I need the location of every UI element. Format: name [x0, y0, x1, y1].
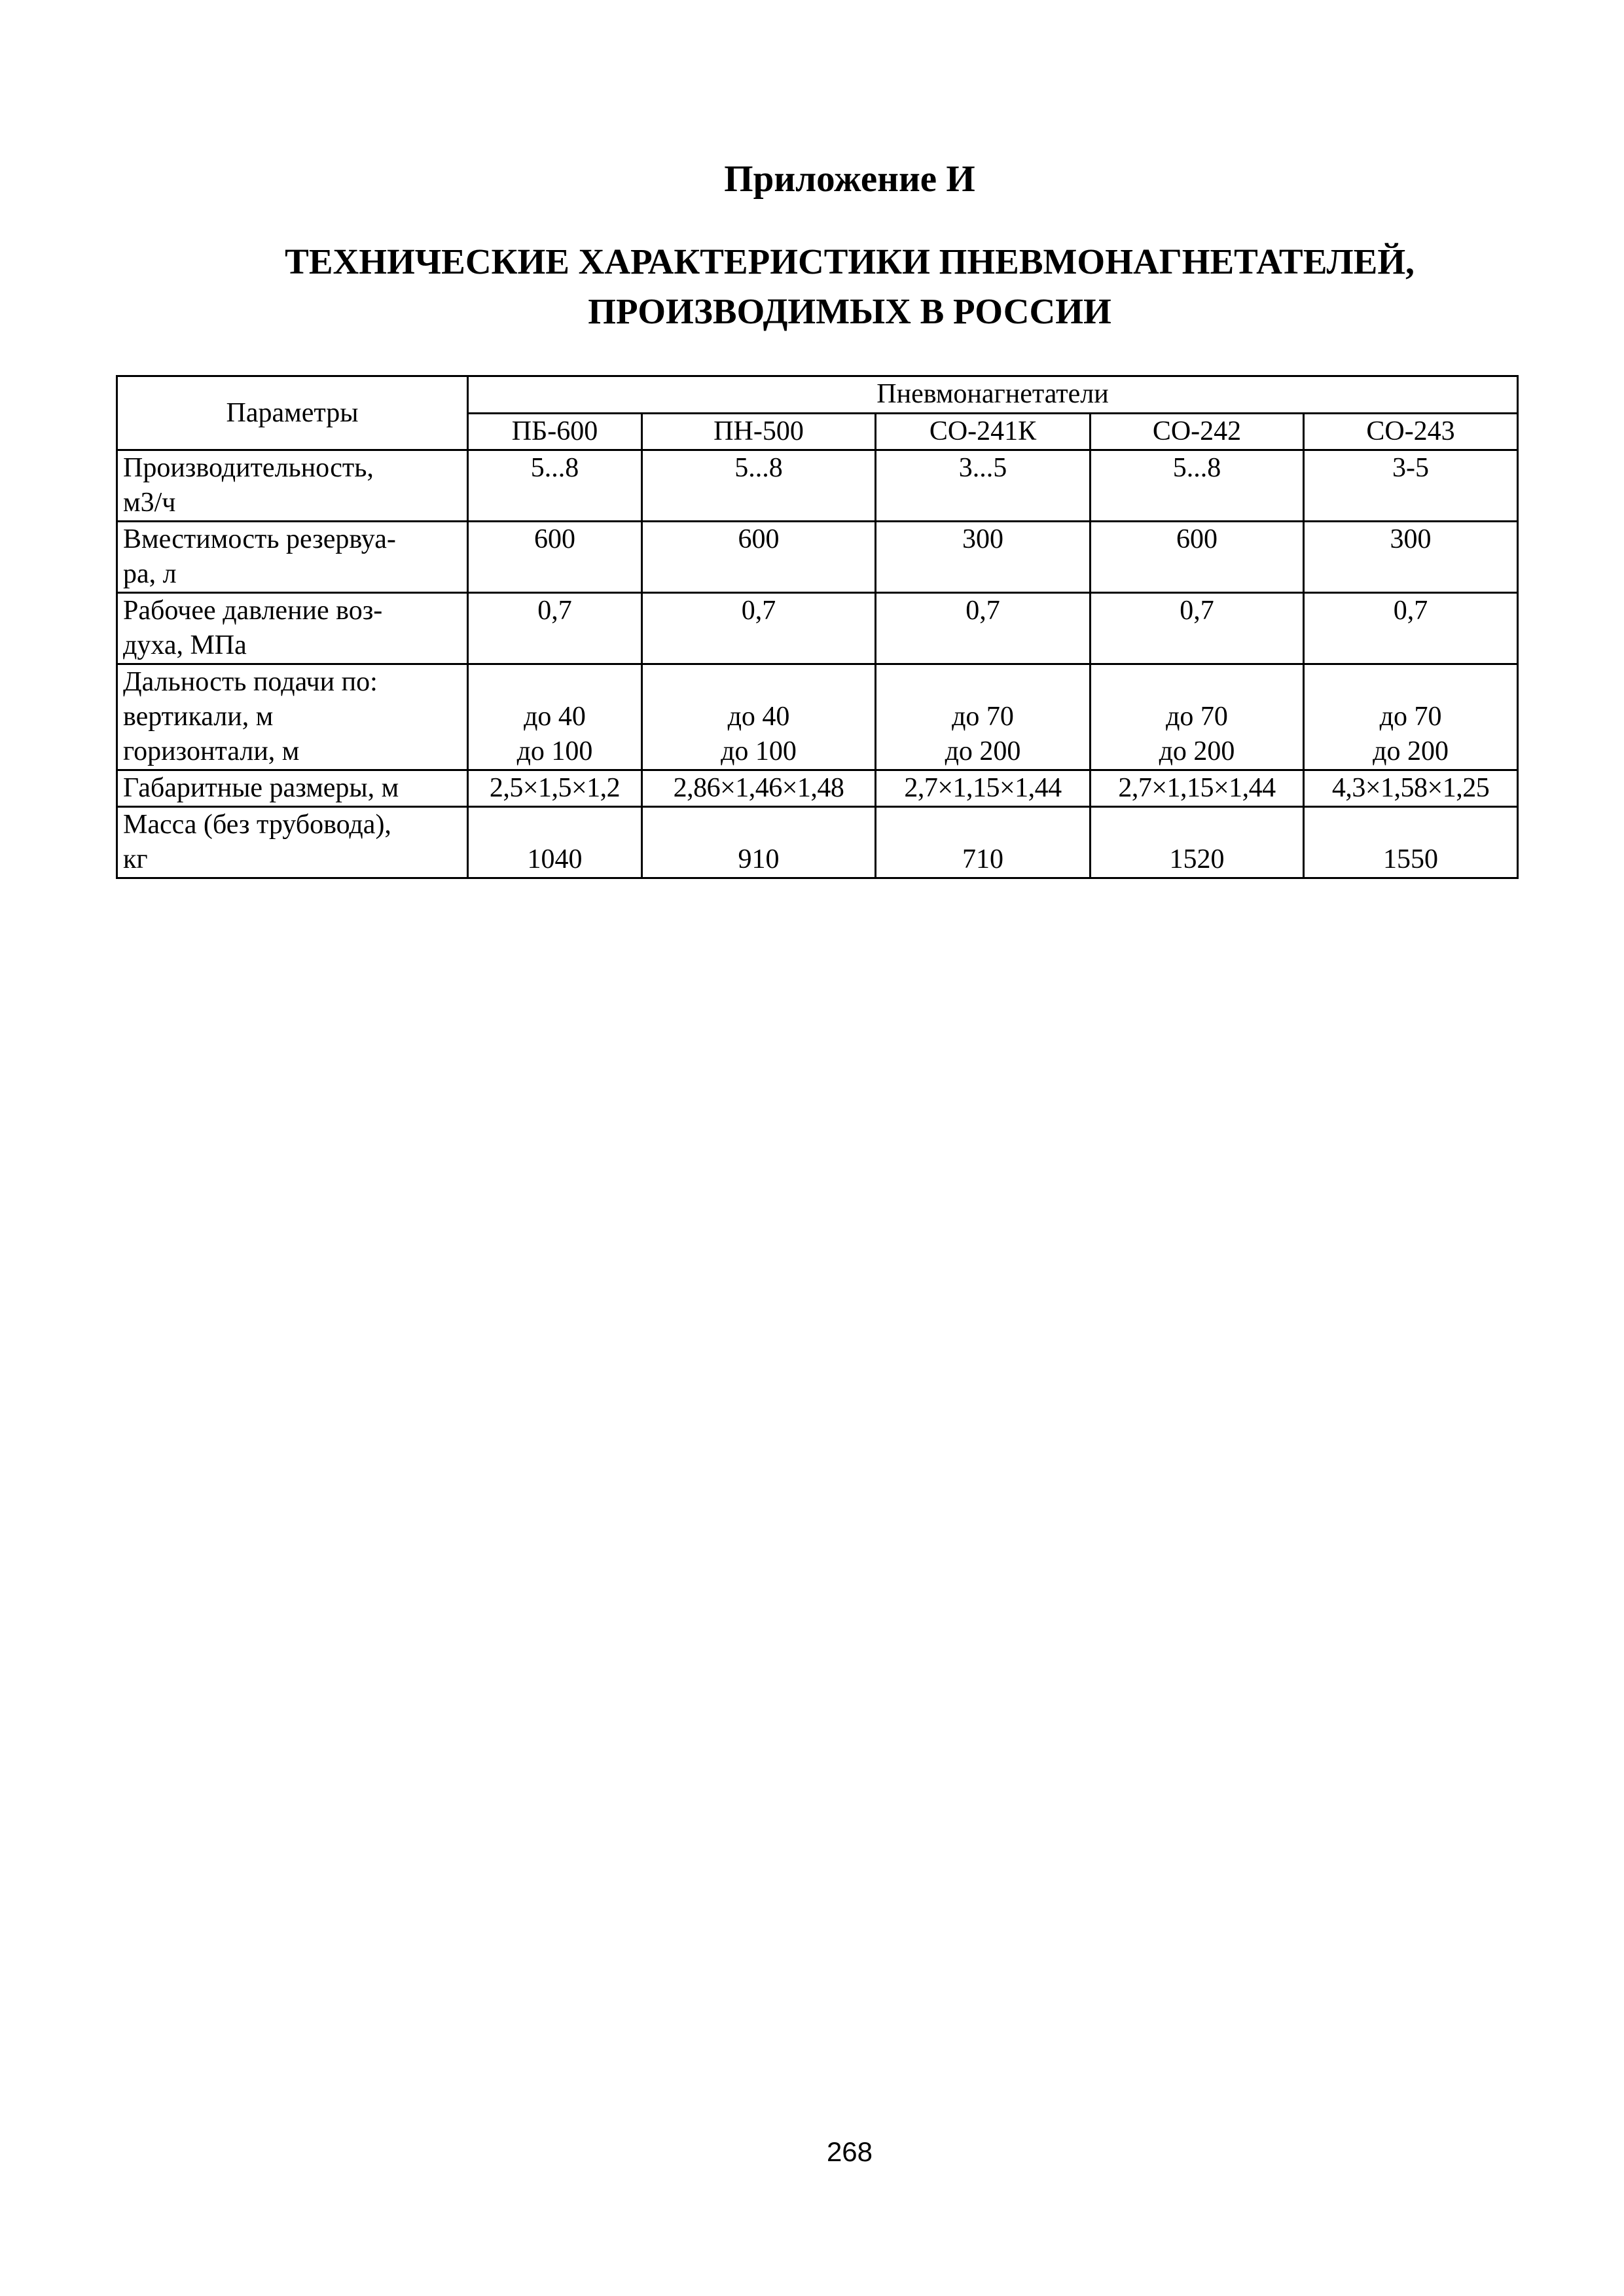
value-cell: 600 [1091, 522, 1304, 593]
value-cell: 600 [468, 522, 642, 593]
document-title-line: ТЕХНИЧЕСКИЕ ХАРАКТЕРИСТИКИ ПНЕВМОНАГНЕТАТЕЛЕЙ, [285, 242, 1415, 281]
parameters-header: Параметры [117, 376, 468, 450]
value-cell: 2,7×1,15×1,44 [1091, 770, 1304, 807]
value-cell: 5...8 [1091, 450, 1304, 522]
table-row-dimensions [117, 770, 1518, 807]
value-cell: 3-5 [1304, 450, 1518, 522]
model-header: СО-241К [876, 414, 1091, 450]
table-row-distance [117, 664, 1518, 770]
page-number: 268 [826, 2136, 873, 2167]
value-cell: до 40 до 100 [642, 664, 876, 770]
document-title [0, 237, 1624, 336]
value-cell: 2,5×1,5×1,2 [468, 770, 642, 807]
value-cell: 4,3×1,58×1,25 [1304, 770, 1518, 807]
value-cell: 710 [876, 807, 1091, 878]
model-header: СО-243 [1304, 414, 1518, 450]
value-cell: 3...5 [876, 450, 1091, 522]
document-title-line: ПРОИЗВОДИМЫХ В РОССИИ [588, 291, 1111, 331]
value-cell: 0,7 [876, 593, 1091, 664]
parameter-cell: Дальность подачи по: вертикали, м горизонтали, м [117, 664, 468, 770]
value-cell: 0,7 [1091, 593, 1304, 664]
value-cell: 300 [876, 522, 1091, 593]
table-row-productivity [117, 450, 1518, 522]
value-cell: 1040 [468, 807, 642, 878]
parameter-cell: Рабочее давление воз- духа, МПа [117, 593, 468, 664]
value-cell: 1550 [1304, 807, 1518, 878]
value-cell: до 70 до 200 [1304, 664, 1518, 770]
parameter-cell: Вместимость резервуа- ра, л [117, 522, 468, 593]
value-cell: 5...8 [642, 450, 876, 522]
table-row-pressure [117, 593, 1518, 664]
pneumatic-pumps-header: Пневмонагнетатели [468, 376, 1518, 414]
value-cell: 0,7 [1304, 593, 1518, 664]
value-cell: 910 [642, 807, 876, 878]
table-row-mass [117, 807, 1518, 878]
table-header-row [117, 376, 1518, 414]
value-cell: до 70 до 200 [876, 664, 1091, 770]
model-header: ПН-500 [642, 414, 876, 450]
value-cell: 1520 [1091, 807, 1304, 878]
parameter-cell: Масса (без трубовода), кг [117, 807, 468, 878]
value-cell: 0,7 [642, 593, 876, 664]
value-cell: 600 [642, 522, 876, 593]
specifications-table [116, 375, 1519, 879]
parameter-cell: Производительность, м3/ч [117, 450, 468, 522]
value-cell: до 70 до 200 [1091, 664, 1304, 770]
model-header: СО-242 [1091, 414, 1304, 450]
value-cell: 300 [1304, 522, 1518, 593]
value-cell: 0,7 [468, 593, 642, 664]
appendix-title: Приложение И [724, 158, 975, 200]
value-cell: 2,86×1,46×1,48 [642, 770, 876, 807]
table-row-capacity [117, 522, 1518, 593]
parameter-cell: Габаритные размеры, м [117, 770, 468, 807]
value-cell: 5...8 [468, 450, 642, 522]
value-cell: до 40 до 100 [468, 664, 642, 770]
model-header: ПБ-600 [468, 414, 642, 450]
value-cell: 2,7×1,15×1,44 [876, 770, 1091, 807]
